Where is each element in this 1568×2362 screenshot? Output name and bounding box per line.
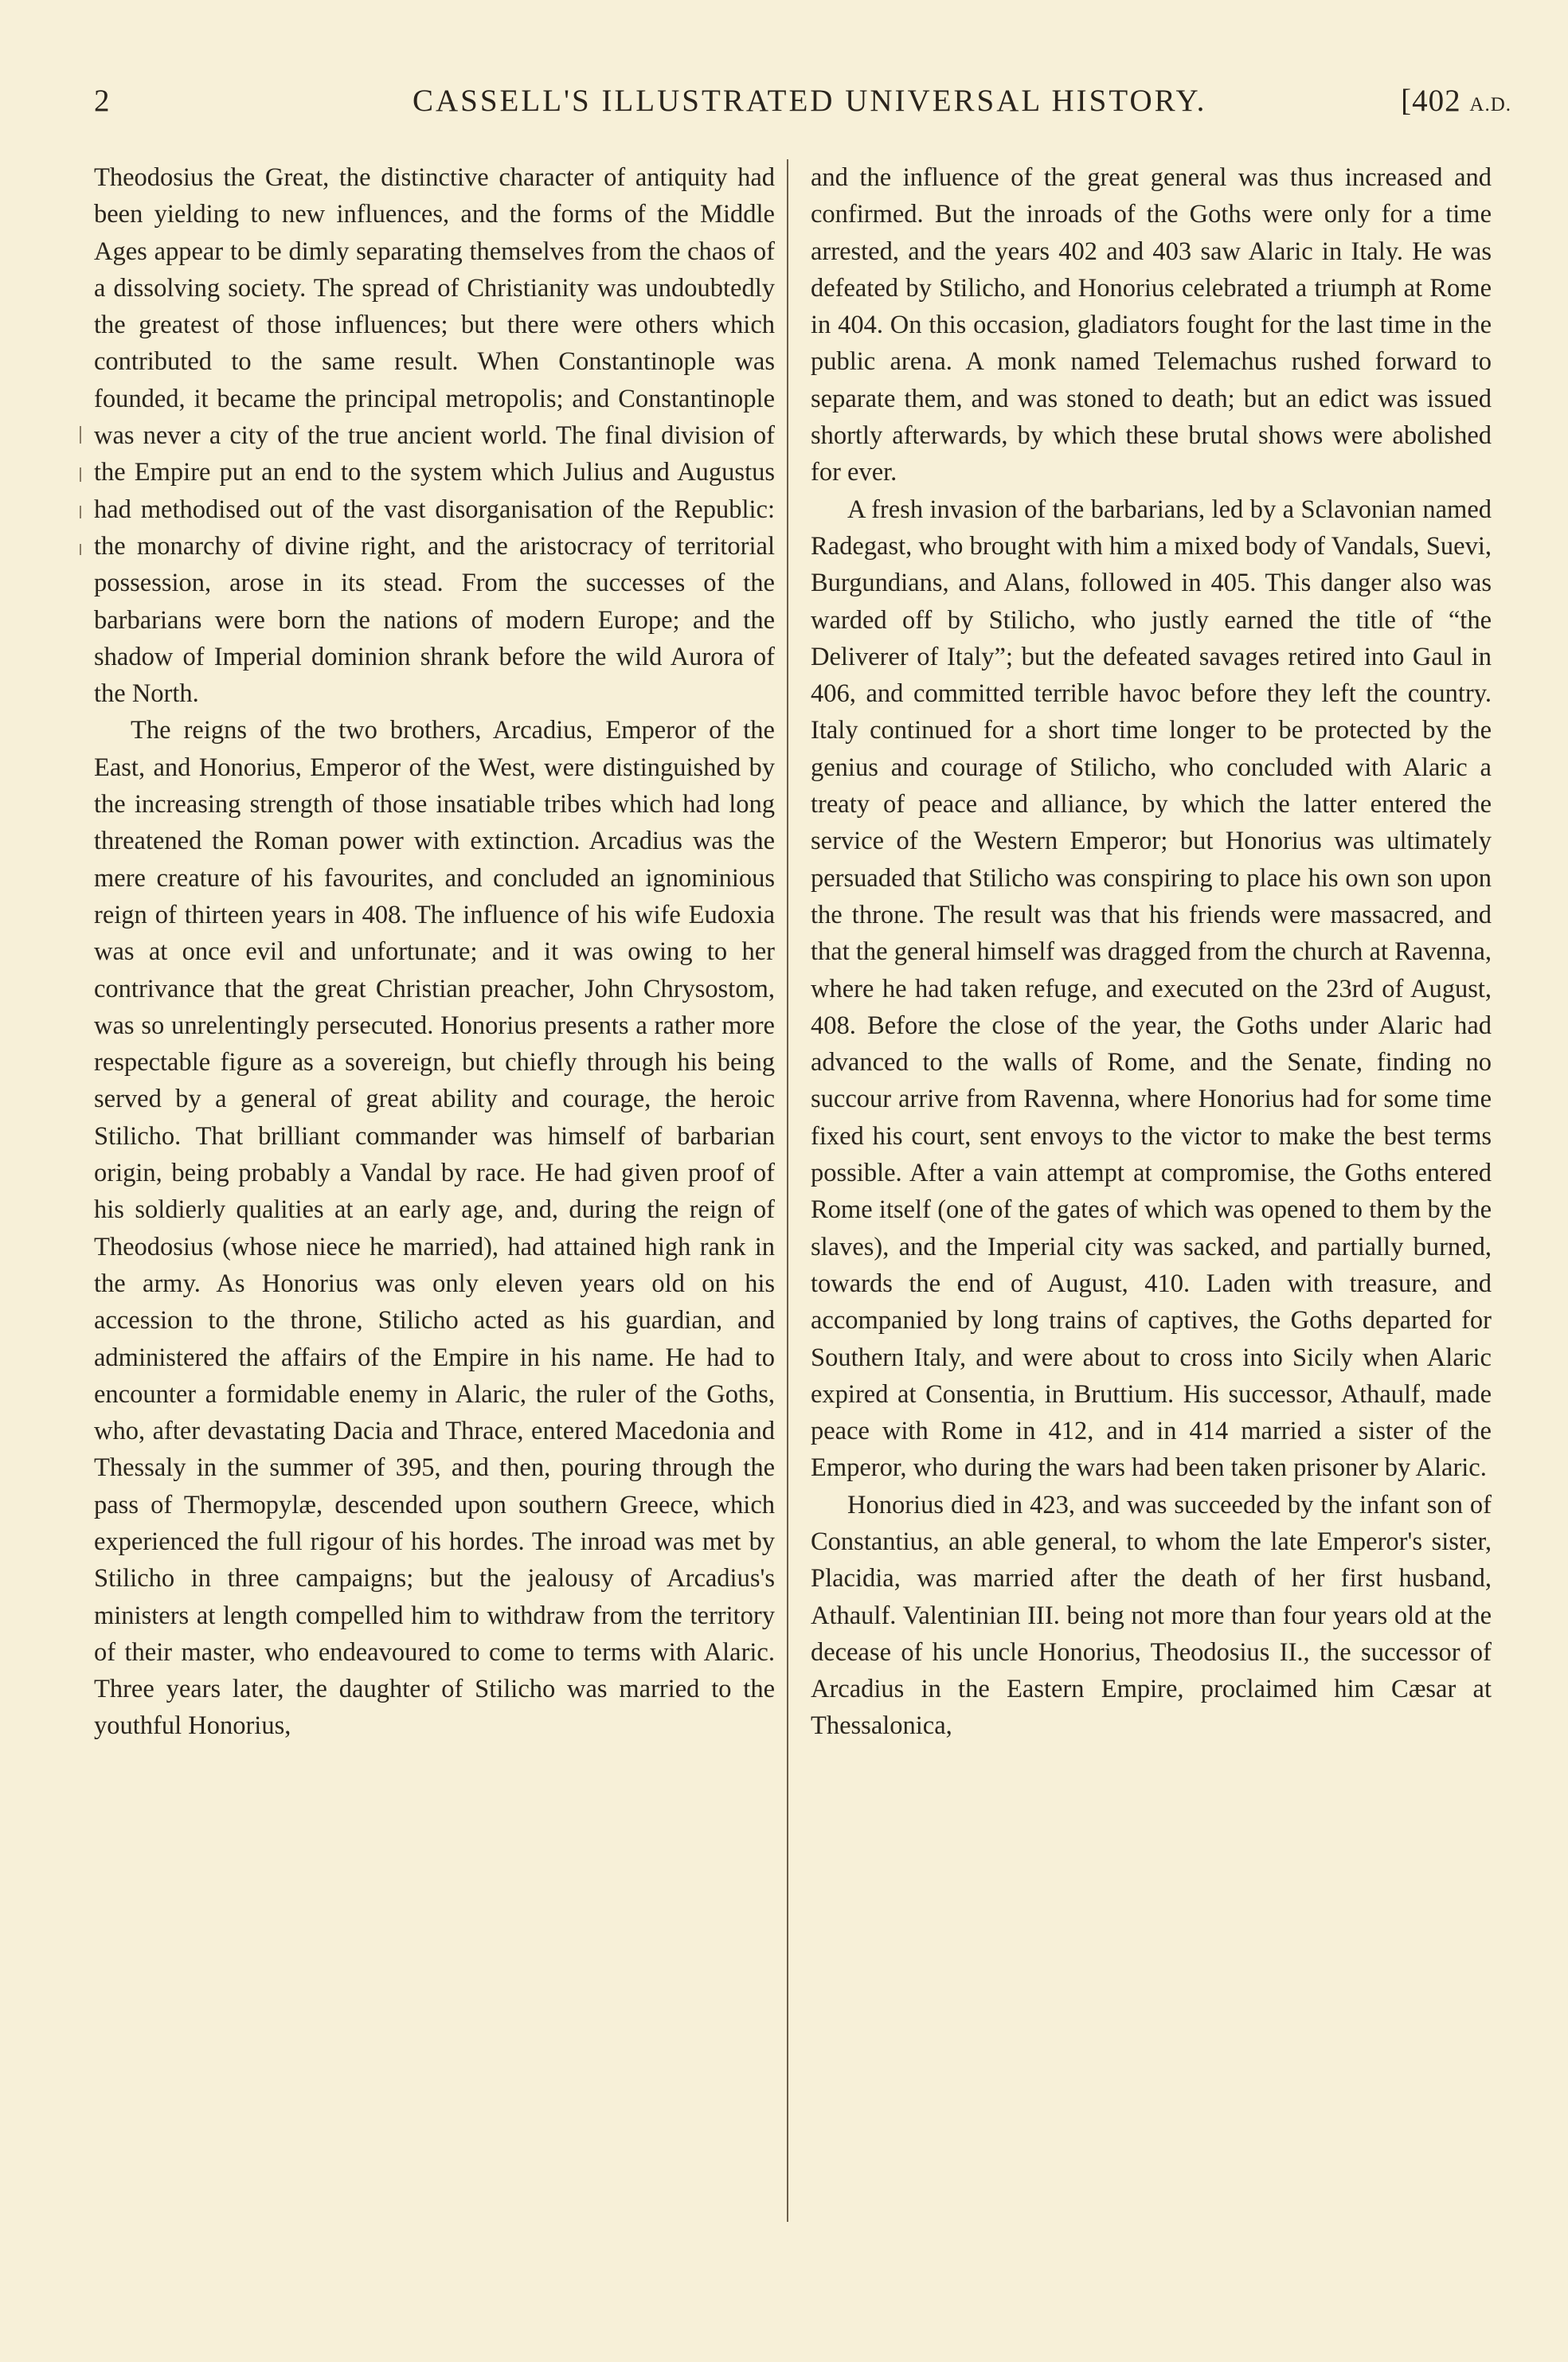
margin-mark <box>80 426 81 444</box>
paragraph: and the influence of the great general was thus increased and confirmed. But the inroads of the Goths were only for a time arrested, and the years 402 and 403 saw Alaric in Italy. He was defeated by Stilicho, and Honorius celebrated a triumph at Rome in 404. On this occasion, gladiators fought for the last time in the public arena. A monk named Telemachus rushed forward to separate them, and was stoned to death; but an edict was issued shortly afterwards, by which these brutal shows were abolished for ever. <box>811 163 1492 487</box>
left-column <box>94 159 775 1745</box>
page-number: 2 <box>94 84 111 118</box>
column-rule <box>787 159 788 2222</box>
date-era: A.D. <box>1469 94 1511 115</box>
margin-mark <box>80 544 81 555</box>
right-column <box>811 159 1492 1745</box>
page-header <box>94 83 1511 131</box>
margin-mark <box>80 506 81 518</box>
paragraph: A fresh invasion of the barbarians, led by a Sclavonian named Radegast, who brought with him a mixed body of Vandals, Suevi, Burgundians, and Alans, followed in 405. This danger also was warded off by Stilicho, who justly earned the title of “the Deliverer of Italy”; but the defeated savages retired into Gaul in 406, and committed terrible havoc before they left the country. Italy continued for a short time longer to be protected by the genius and courage of Stilicho, who concluded with Alaric a treaty of peace and alliance, by which the latter entered the service of the Western Emperor; but Honorius was ultimately persuaded that Stilicho was conspiring to place his own son upon the throne. The result was that his friends were massacred, and that the general himself was dragged from the church at Ravenna, where he had taken refuge, and executed on the 23rd of August, 408. Before the close of the year, the Goths under Alaric had advanced to the walls of Rome, and the Senate, finding no succour arrive from Ravenna, where Honorius had for some time fixed his court, sent envoys to the victor to make the best terms possible. After a vain attempt at compromise, the Goths entered Rome itself (one of the gates of which was opened to them by the slaves), and the Imperial city was sacked, and partially burned, towards the end of August, 410. Laden with treasure, and accompanied by long trains of captives, the Goths departed for Southern Italy, and were about to cross into Sicily when Alaric expired at Consentia, in Bruttium. His successor, Athaulf, made peace with Rome in 412, and in 414 married a sister of the Emperor, who during the wars had been taken prisoner by Alaric. <box>811 495 1492 1483</box>
date-marker <box>1401 83 1511 119</box>
margin-marks <box>80 426 88 553</box>
paragraph: Honorius died in 423, and was succeeded by the infant son of Constantius, an able general, to whom the late Emperor's sister, Placidia, was married after the death of her first husband, Athaulf. Valentinian III. being not more than four years old at the decease of his uncle Honorius, Theodosius II., the successor of Arcadius in the Eastern Empire, proclaimed him Cæsar at Thessalonica, <box>811 1490 1492 1741</box>
running-title: CASSELL'S ILLUSTRATED UNIVERSAL HISTORY. <box>413 84 1207 118</box>
paragraph: The reigns of the two brothers, Arcadius, Emperor of the East, and Honorius, Emperor of the West, were distinguished by the increasing strength of those insatiable tribes which had long threatened the Roman power with extinction. Arcadius was the mere creature of his favourites, and concluded an ignominious reign of thirteen years in 408. The influence of his wife Eudoxia was at once evil and unfortunate; and it was owing to her contrivance that the great Christian preacher, John Chrysostom, was so unrelentingly persecuted. Honorius presents a rather more respectable figure as a sovereign, but chiefly through his being served by a general of great ability and courage, the heroic Stilicho. That brilliant commander was himself of barbarian origin, being probably a Vandal by race. He had given proof of his soldierly qualities at an early age, and, during the reign of Theodosius (whose niece he married), had attained high rank in the army. As Honorius was only eleven years old on his accession to the throne, Stilicho acted as his guardian, and administered the affairs of the Empire in his name. He had to encounter a formidable enemy in Alaric, the ruler of the Goths, who, after devastating Dacia and Thrace, entered Macedonia and Thessaly in the summer of 395, and then, pouring through the pass of Thermopylæ, descended upon southern Greece, which experienced the full rigour of his hordes. The inroad was met by Stilicho in three campaigns; but the jealousy of Arcadius's ministers at length compelled him to withdraw from the territory of their master, who endeavoured to come to terms with Alaric. Three years later, the daughter of Stilicho was married to the youthful Honorius, <box>94 716 775 1741</box>
margin-mark <box>80 467 81 482</box>
date-year: [402 <box>1401 84 1461 118</box>
paragraph: Theodosius the Great, the distinctive character of antiquity had been yielding to new influences, and the forms of the Middle Ages appear to be dimly separating themselves from the chaos of a dissolving society. The spread of Christianity was undoubtedly the greatest of those influences; but there were others which contributed to the same result. When Constantinople was founded, it became the principal metropolis; and Constantinople was never a city of the true ancient world. The final division of the Empire put an end to the system which Julius and Augustus had methodised out of the vast disorganisation of the Republic: the monarchy of divine right, and the aristocracy of territorial possession, arose in its stead. From the successes of the barbarians were born the nations of modern Europe; and the shadow of Imperial dominion shrank before the wild Aurora of the North. <box>94 163 775 709</box>
